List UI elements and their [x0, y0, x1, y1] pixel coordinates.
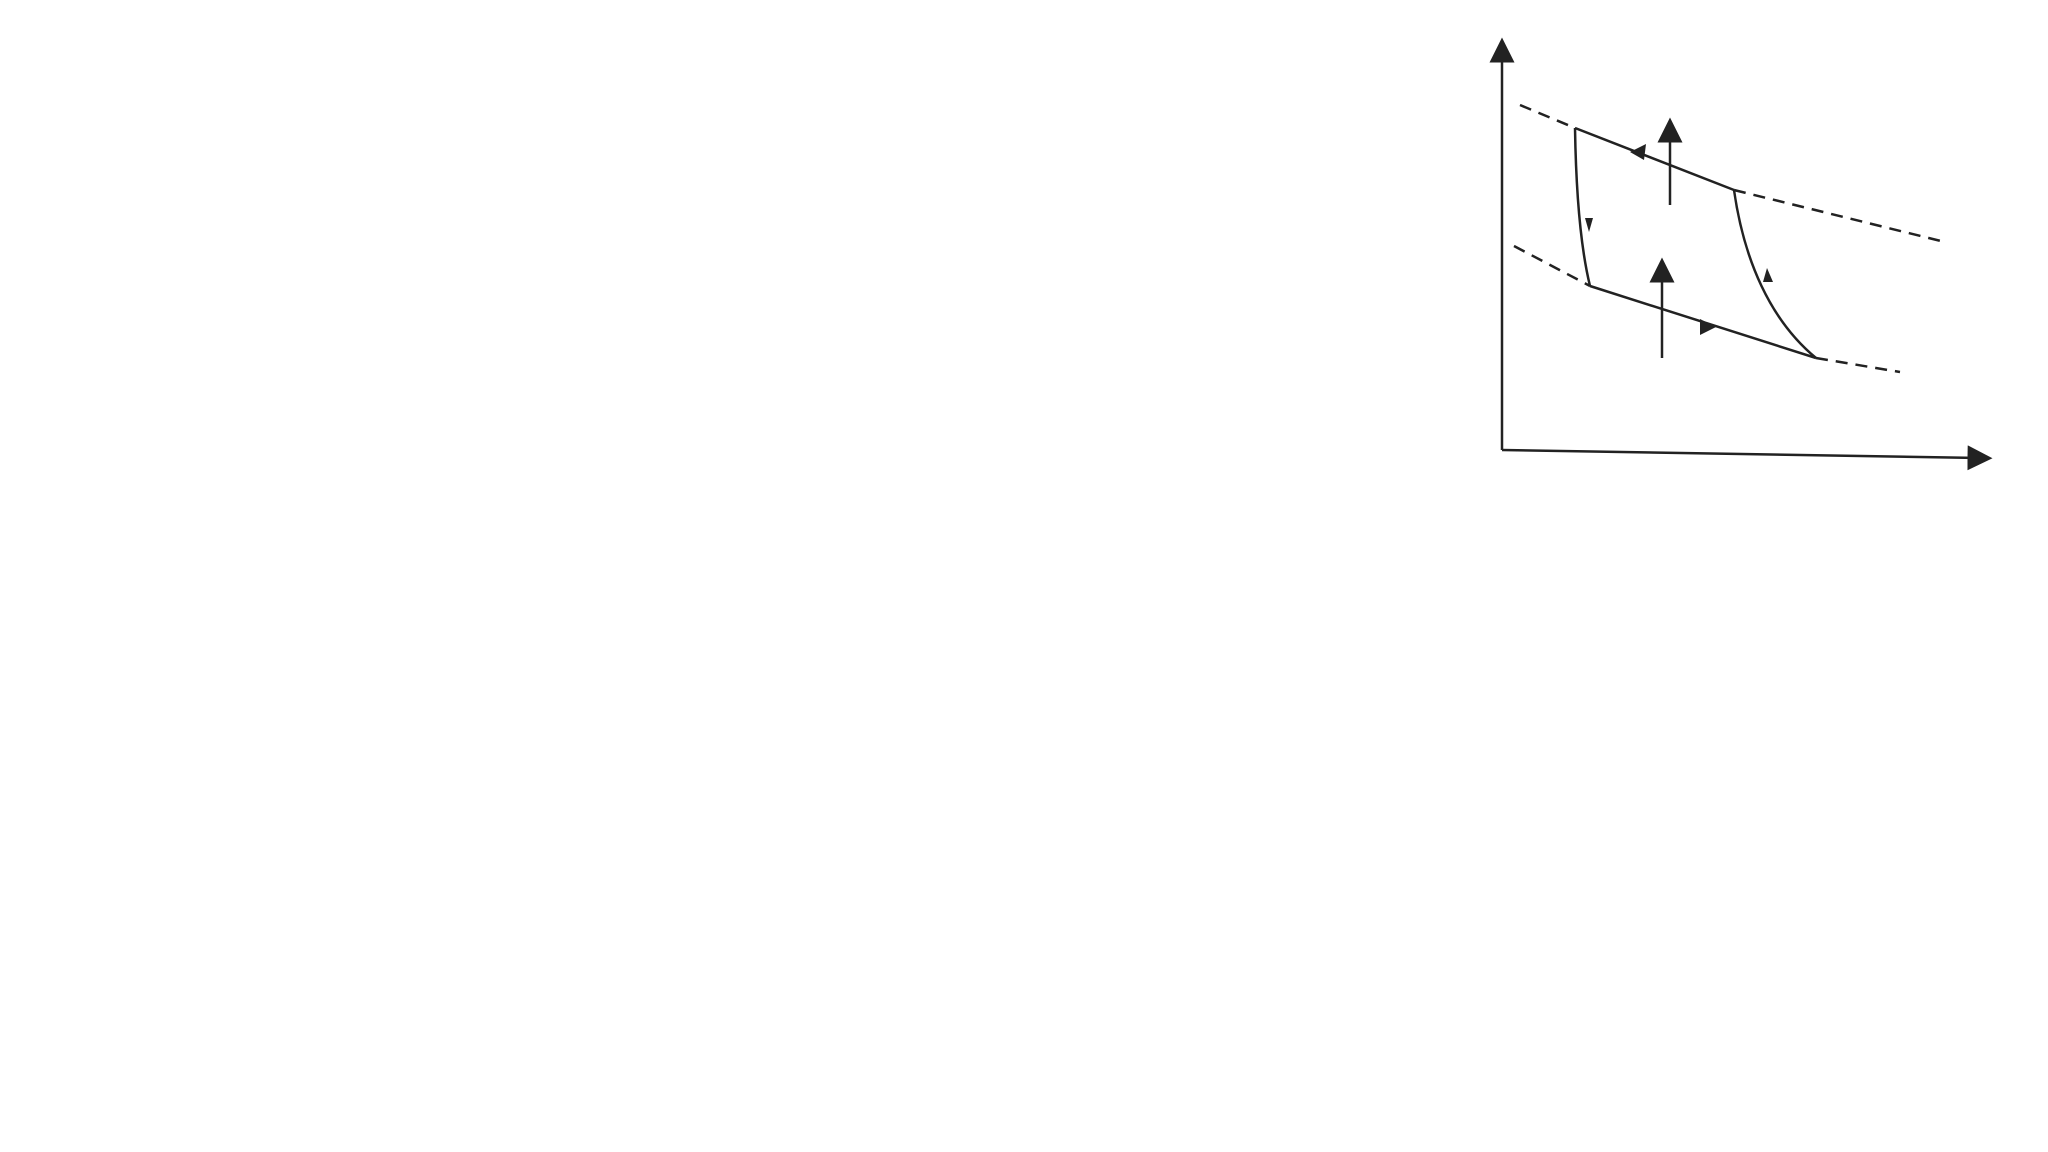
process-4-1-curve [1575, 128, 1590, 286]
process-heading [30, 603, 52, 647]
tl-isotherm-dash-left [1514, 246, 1590, 286]
process-heading [22, 706, 44, 750]
tl-isotherm-dash-right [1816, 358, 1900, 372]
v-axis [1502, 450, 1980, 458]
process-3-4-line [1575, 128, 1734, 190]
flow-arrow-icon [1700, 319, 1716, 335]
th-isotherm-dash-left [1520, 105, 1575, 128]
th-isotherm-dash-right [1734, 190, 1945, 242]
flow-arrow-icon [1630, 144, 1646, 160]
pv-diagram [1480, 20, 2020, 520]
flow-arrow-icon [1585, 218, 1593, 232]
process-heading [18, 840, 40, 884]
process-2-3-curve [1734, 190, 1816, 358]
process-heading [44, 465, 66, 509]
flow-arrow-icon [1763, 268, 1773, 282]
